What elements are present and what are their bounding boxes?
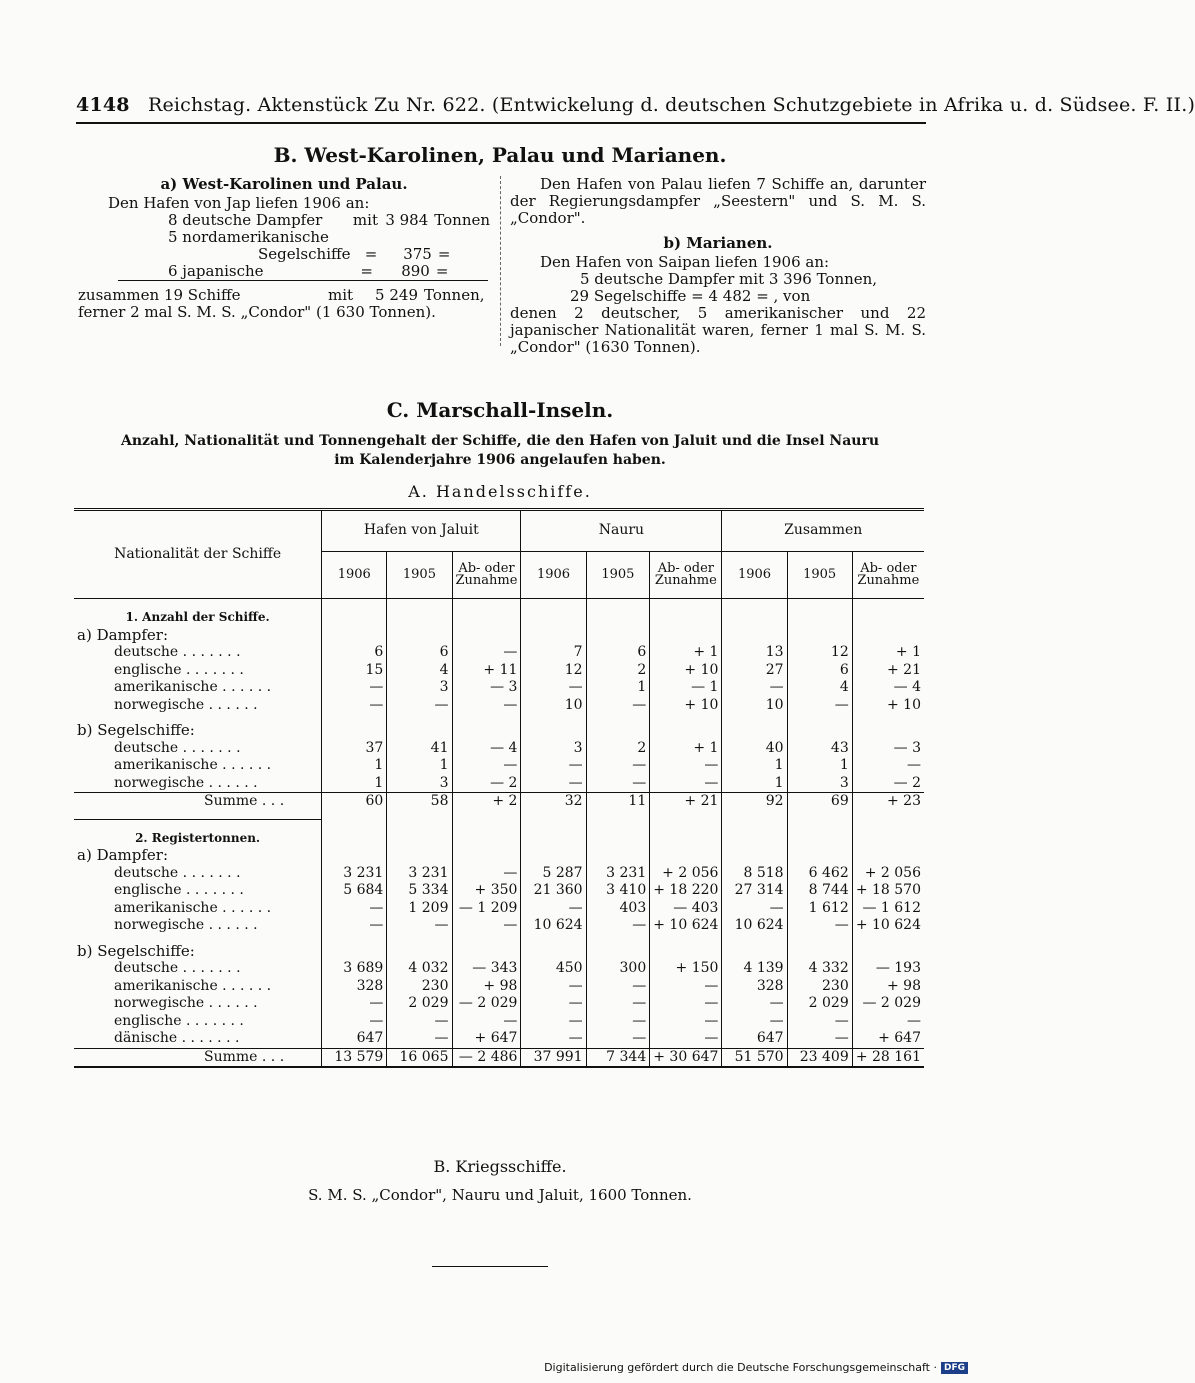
table-row (74, 995, 924, 1013)
section-c-heading: C. Marschall-Inseln. (386, 398, 614, 422)
table-cell: — 343 (452, 960, 521, 978)
part2-dampfer-label: a) Dampfer: (77, 846, 169, 864)
table-caption (120, 432, 880, 470)
table-cell: — (452, 757, 521, 775)
col-change: Ab- oder Zunahme (452, 552, 521, 599)
table-cell: + 1 (650, 644, 722, 662)
table-cell: — 1 209 (452, 900, 521, 918)
table-cell: — (521, 775, 586, 793)
table-cell: — (787, 917, 852, 935)
table-cell: — (521, 1013, 586, 1031)
table-cell: 13 579 (322, 1048, 387, 1067)
jap-ship-row: 5 nordamerikanische (168, 228, 329, 246)
col-1905: 1905 (787, 552, 852, 599)
table-cell: 6 (387, 644, 452, 662)
table-cell: + 1 (852, 644, 924, 662)
table-cell: — (452, 1013, 521, 1031)
table-cell: — 403 (650, 900, 722, 918)
table-cell: 2 (586, 740, 650, 758)
table-cell: 8 744 (787, 882, 852, 900)
table-cell: 5 287 (521, 865, 586, 883)
table-cell: — 3 (452, 679, 521, 697)
table-cell: 7 (521, 644, 586, 662)
caption-line-1: Anzahl, Nationalität und Tonnengehalt der Schiffe, die den Hafen von Jaluit und die Insel Nauru (120, 433, 880, 449)
table-cell: — (722, 995, 787, 1013)
table-cell: 27 (722, 662, 787, 680)
table-cell: 51 570 (722, 1048, 787, 1067)
row-label: englische . . . . . . . (114, 661, 244, 678)
row-label: englische . . . . . . . (114, 882, 244, 898)
row-label: norwegische . . . . . . (114, 995, 258, 1011)
table-cell: + 10 624 (650, 917, 722, 935)
table-cell: 1 (722, 757, 787, 775)
table-cell: — 1 612 (852, 900, 924, 918)
table-cell: — (586, 917, 650, 935)
table-cell: 3 689 (322, 960, 387, 978)
table-cell: 328 (322, 978, 387, 996)
table-cell: — 3 (852, 740, 924, 758)
table-row (74, 757, 924, 775)
table-cell: 3 410 (586, 882, 650, 900)
table-row (74, 1030, 924, 1048)
end-rule (432, 1266, 548, 1267)
table-cell: 37 991 (521, 1048, 586, 1067)
table-cell: — (586, 978, 650, 996)
table-cell: — 2 (852, 775, 924, 793)
table-cell: — (322, 1013, 387, 1031)
palau-text: Den Hafen von Palau liefen 7 Schiffe an, darunter der Regierungsdampfer „Seestern" und S. M. S. „Condor". (510, 175, 926, 227)
table-row (74, 882, 924, 900)
table-cell: + 18 570 (852, 882, 924, 900)
page-number: 4148 (76, 94, 130, 116)
jap-ship-row: 6 japanische = 890 = (168, 262, 449, 280)
group-jaluit: Hafen von Jaluit (322, 510, 521, 552)
section-b-right-column (510, 176, 926, 356)
table-cell: 27 314 (722, 882, 787, 900)
table-cell: 10 624 (722, 917, 787, 935)
condor-note: ferner 2 mal S. M. S. „Condor" (1 630 Tonnen). (78, 303, 436, 321)
marianen-subtitle: b) Marianen. (663, 234, 773, 252)
row-label: norwegische . . . . . . (114, 774, 258, 791)
table-cell: 4 (387, 662, 452, 680)
table-cell: — 4 (452, 740, 521, 758)
table-cell: — 2 029 (852, 995, 924, 1013)
table-cell: 41 (387, 740, 452, 758)
table-cell: 3 231 (586, 865, 650, 883)
column-divider (500, 176, 501, 346)
table-cell: + 2 (452, 793, 521, 811)
table-cell: — 4 (852, 679, 924, 697)
row-label: deutsche . . . . . . . (114, 864, 241, 881)
table-cell: — (650, 978, 722, 996)
section-b-heading: B. West-Karolinen, Palau und Marianen. (273, 143, 727, 167)
table-cell: 2 029 (787, 995, 852, 1013)
table-cell: — (586, 775, 650, 793)
table-cell: 3 231 (387, 865, 452, 883)
table-cell: — (722, 679, 787, 697)
table-cell: — (387, 1013, 452, 1031)
table-cell: — (452, 865, 521, 883)
table-cell: 16 065 (387, 1048, 452, 1067)
table-cell: — (521, 978, 586, 996)
jap-total-mit: mit (328, 286, 354, 304)
row-label: amerikanische . . . . . . (114, 679, 272, 695)
group-nauru: Nauru (521, 510, 722, 552)
table-cell: 5 684 (322, 882, 387, 900)
table-cell: 10 (521, 697, 586, 715)
table-cell: — (650, 995, 722, 1013)
table-cell: 10 624 (521, 917, 586, 935)
table-row (74, 917, 924, 935)
table-cell: 1 (722, 775, 787, 793)
table-cell: — (452, 697, 521, 715)
table-cell: — (787, 697, 852, 715)
table-cell: 60 (322, 793, 387, 811)
table-cell: 1 (322, 757, 387, 775)
col-1906: 1906 (722, 552, 787, 599)
table-cell: — 2 486 (452, 1048, 521, 1067)
part2-segel-label: b) Segelschiffe: (77, 941, 195, 960)
table-row (74, 740, 924, 758)
table-cell: 6 (322, 644, 387, 662)
table-cell: — (521, 1030, 586, 1048)
col-nationality: Nationalität der Schiffe (74, 510, 322, 599)
table-cell: — 1 (650, 679, 722, 697)
table-row (74, 900, 924, 918)
table-cell: + 10 (650, 662, 722, 680)
table-cell: 32 (521, 793, 586, 811)
row-label: amerikanische . . . . . . (114, 899, 272, 916)
table-cell: — (586, 1013, 650, 1031)
caption-line-2: im Kalenderjahre 1906 angelaufen haben. (334, 452, 666, 468)
row-label: amerikanische . . . . . . (114, 977, 272, 994)
table-cell: + 18 220 (650, 882, 722, 900)
table-cell: + 2 056 (650, 865, 722, 883)
table-cell: 21 360 (521, 882, 586, 900)
table-cell: — (322, 900, 387, 918)
table-cell: + 21 (650, 793, 722, 811)
table-cell: 3 (521, 740, 586, 758)
table-cell: + 21 (852, 662, 924, 680)
section-c-title (0, 398, 1000, 422)
table-cell: — (521, 679, 586, 697)
table-cell: + 647 (852, 1030, 924, 1048)
row-label: deutsche . . . . . . . (114, 739, 241, 756)
table-cell: 6 462 (787, 865, 852, 883)
part1-segel-label: b) Segelschiffe: (77, 721, 195, 739)
table-row (74, 1013, 924, 1031)
table-cell: + 23 (852, 793, 924, 811)
table-cell: 1 612 (787, 900, 852, 918)
table-cell: — (322, 697, 387, 715)
table-cell: — (787, 1013, 852, 1031)
table-cell: + 11 (452, 662, 521, 680)
sum-row (74, 793, 924, 811)
table-cell: 4 332 (787, 960, 852, 978)
table-cell: 8 518 (722, 865, 787, 883)
saipan-line-2: 29 Segelschiffe = 4 482 = , von (570, 287, 811, 305)
table-cell: — (722, 900, 787, 918)
table-cell: — (521, 995, 586, 1013)
west-karolinen-subtitle: a) West-Karolinen und Palau. (160, 175, 408, 193)
jap-ship-list (78, 212, 490, 280)
row-label: dänische . . . . . . . (114, 1030, 240, 1046)
table-cell: 3 (787, 775, 852, 793)
table-cell: 3 (387, 775, 452, 793)
row-label: deutsche . . . . . . . (114, 960, 241, 976)
table-cell: 1 209 (387, 900, 452, 918)
part1-title: 1. Anzahl der Schiffe. (125, 610, 270, 624)
row-label: deutsche . . . . . . . (114, 644, 241, 660)
table-cell: — (387, 917, 452, 935)
table-cell: — (521, 900, 586, 918)
table-cell: + 2 056 (852, 865, 924, 883)
table-cell: — (650, 775, 722, 793)
sum-row (74, 1048, 924, 1067)
table-cell: + 647 (452, 1030, 521, 1048)
table-cell: + 30 647 (650, 1048, 722, 1067)
row-label: norwegische . . . . . . (114, 917, 258, 933)
table-cell: 7 344 (586, 1048, 650, 1067)
table-row (74, 644, 924, 662)
table-row (74, 662, 924, 680)
table-cell: — (787, 1030, 852, 1048)
table-cell: 647 (322, 1030, 387, 1048)
table-cell: 230 (387, 978, 452, 996)
jap-intro: Den Hafen von Jap liefen 1906 an: (108, 194, 370, 212)
row-label: englische . . . . . . . (114, 1012, 244, 1029)
table-cell: 11 (586, 793, 650, 811)
running-title: Reichstag. Aktenstück Zu Nr. 622. (Entwickelung d. deutschen Schutzgebiete in Afrika u. d. Südsee. F. II.) (147, 94, 1195, 116)
table-row (74, 679, 924, 697)
table-row (74, 697, 924, 715)
table-cell: 1 (387, 757, 452, 775)
footer-text: Digitalisierung gefördert durch die Deutsche Forschungsgemeinschaft · (544, 1361, 937, 1374)
jap-ship-row: Segelschiffe = 375 = (258, 245, 451, 263)
table-cell: 2 029 (387, 995, 452, 1013)
jap-total-label: zusammen 19 Schiffe (78, 286, 241, 304)
ship-statistics-table (74, 508, 924, 1068)
table-cell: 2 (586, 662, 650, 680)
section-b-title (0, 143, 1000, 167)
col-1905: 1905 (387, 552, 452, 599)
table-cell: 1 (787, 757, 852, 775)
table-cell: + 10 624 (852, 917, 924, 935)
saipan-intro: Den Hafen von Saipan liefen 1906 an: (540, 253, 830, 271)
table-row (74, 775, 924, 793)
row-label: Summe . . . (74, 793, 322, 811)
col-1906: 1906 (521, 552, 586, 599)
table-cell: — (586, 757, 650, 775)
table-cell: — (650, 757, 722, 775)
section-b-left-column (78, 176, 490, 321)
table-cell: + 350 (452, 882, 521, 900)
table-cell: — (852, 757, 924, 775)
running-header (76, 94, 1195, 124)
table-cell: — (452, 644, 521, 662)
table-cell: 6 (586, 644, 650, 662)
jap-total-value: 5 249 (375, 286, 418, 304)
jap-ship-row: 8 deutsche Dampfer mit 3 984 Tonnen (168, 211, 491, 229)
table-cell: — (650, 1030, 722, 1048)
table-cell: — (387, 1030, 452, 1048)
kriegsschiffe-heading: B. Kriegsschiffe. (433, 1157, 567, 1176)
table-cell: 300 (586, 960, 650, 978)
dfg-logo: DFG (941, 1362, 968, 1374)
table-cell: 12 (521, 662, 586, 680)
saipan-text: denen 2 deutscher, 5 amerikanischer und 22 japanischer Nationalität waren, ferner 1 mal S. M. S. „Condor" (1630 Tonnen). (510, 304, 926, 356)
table-cell: — (650, 1013, 722, 1031)
table-cell: — (322, 679, 387, 697)
table-cell: 23 409 (787, 1048, 852, 1067)
table-cell: 450 (521, 960, 586, 978)
table-cell: — (452, 917, 521, 935)
table-cell: — (322, 995, 387, 1013)
table-cell: 4 032 (387, 960, 452, 978)
col-change: Ab- oder Zunahme (650, 552, 722, 599)
table-cell: 69 (787, 793, 852, 811)
table-cell: 10 (722, 697, 787, 715)
saipan-line-1: 5 deutsche Dampfer mit 3 396 Tonnen, (580, 270, 878, 288)
table-row (74, 865, 924, 883)
table-cell: 3 (387, 679, 452, 697)
table-cell: 328 (722, 978, 787, 996)
table-cell: 230 (787, 978, 852, 996)
jap-total-row (78, 287, 490, 304)
table-cell: 40 (722, 740, 787, 758)
table-cell: + 150 (650, 960, 722, 978)
table-cell: 37 (322, 740, 387, 758)
table-cell: + 98 (852, 978, 924, 996)
table-cell: + 1 (650, 740, 722, 758)
table-cell: 12 (787, 644, 852, 662)
row-label: Summe . . . (74, 1048, 322, 1067)
table-cell: 4 139 (722, 960, 787, 978)
table-cell: — (521, 757, 586, 775)
table-cell: 6 (787, 662, 852, 680)
table-row (74, 978, 924, 996)
table-cell: 92 (722, 793, 787, 811)
table-cell: 647 (722, 1030, 787, 1048)
table-cell: 4 (787, 679, 852, 697)
table-cell: 1 (586, 679, 650, 697)
table-cell: 403 (586, 900, 650, 918)
table-cell: 3 231 (322, 865, 387, 883)
table-cell: — 2 (452, 775, 521, 793)
table-row (74, 960, 924, 978)
jap-total-unit: Tonnen, (424, 286, 485, 304)
handelsschiffe-heading: A. Handelsschiffe. (408, 482, 592, 501)
table-cell: 58 (387, 793, 452, 811)
table-cell: — 2 029 (452, 995, 521, 1013)
part2-title: 2. Registertonnen. (74, 819, 322, 847)
digitization-footer (544, 1361, 968, 1374)
table-cell: — 193 (852, 960, 924, 978)
table-cell: 5 334 (387, 882, 452, 900)
table-cell: 13 (722, 644, 787, 662)
table-cell: — (586, 1030, 650, 1048)
row-label: norwegische . . . . . . (114, 696, 258, 713)
part1-dampfer-label: a) Dampfer: (77, 625, 169, 644)
table-cell: + 10 (650, 697, 722, 715)
table-cell: + 10 (852, 697, 924, 715)
kriegsschiffe-text: S. M. S. „Condor", Nauru und Jaluit, 1600 Tonnen. (308, 1186, 692, 1204)
table-cell: — (852, 1013, 924, 1031)
table-cell: + 98 (452, 978, 521, 996)
row-label: amerikanische . . . . . . (114, 757, 272, 773)
col-change: Ab- oder Zunahme (852, 552, 924, 599)
table-cell: 43 (787, 740, 852, 758)
group-zusammen: Zusammen (722, 510, 924, 552)
col-1906: 1906 (322, 552, 387, 599)
table-cell: + 28 161 (852, 1048, 924, 1067)
table-cell: — (722, 1013, 787, 1031)
table-cell: 1 (322, 775, 387, 793)
table-cell: — (586, 995, 650, 1013)
table-cell: — (322, 917, 387, 935)
table-cell: 15 (322, 662, 387, 680)
table-cell: — (586, 697, 650, 715)
table-cell: — (387, 697, 452, 715)
col-1905: 1905 (586, 552, 650, 599)
